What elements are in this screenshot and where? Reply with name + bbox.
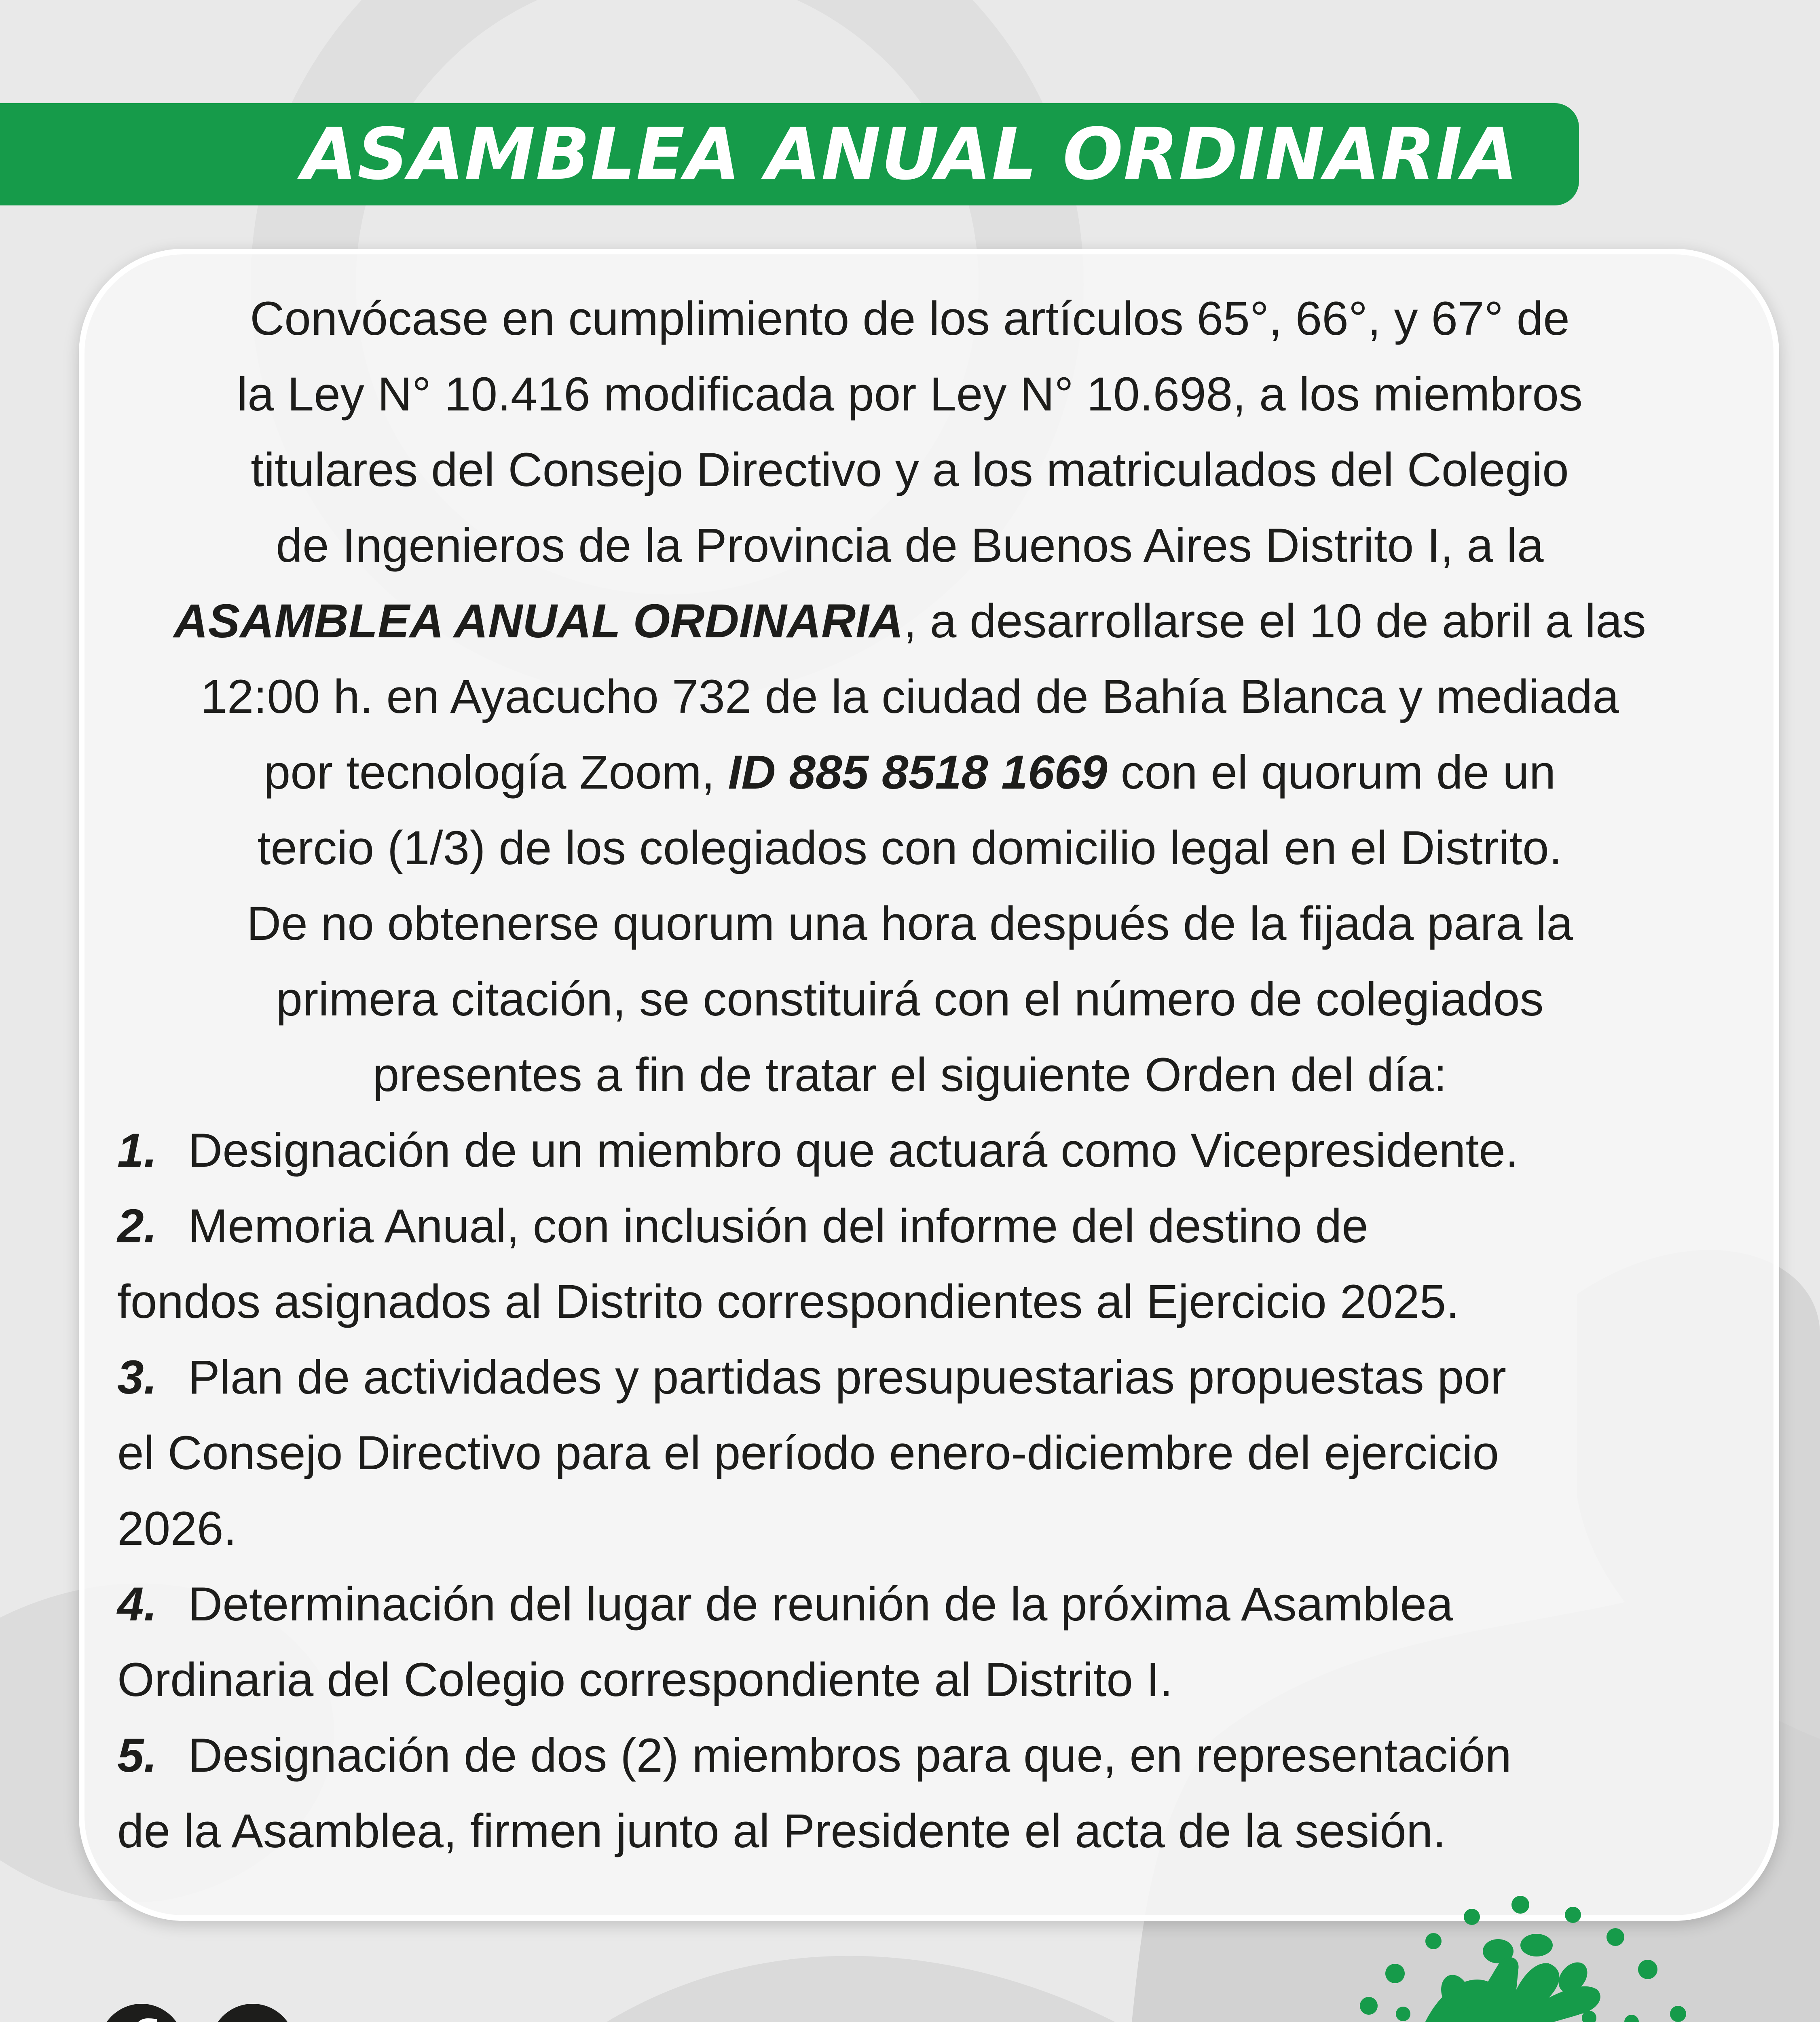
agenda-text: Plan de actividades y partidas presupuestarias propuestas por (188, 1351, 1507, 1404)
agenda-item-2 (117, 1189, 1698, 1264)
notice-body (117, 281, 1698, 1869)
agenda-number: 2. (117, 1199, 157, 1253)
agenda-list (117, 1113, 1698, 1869)
body-text-segment: por tecnología Zoom, (264, 746, 728, 799)
assembly-name: ASAMBLEA ANUAL ORDINARIA (173, 594, 904, 648)
agenda-number: 1. (117, 1124, 157, 1177)
agenda-number: 5. (117, 1729, 157, 1782)
agenda-text-continued: fondos asignados al Distrito correspondientes al Ejercicio 2025. (117, 1275, 1459, 1328)
body-line: De no obtenerse quorum una hora después de la fijada para la (246, 897, 1573, 950)
body-line: titulares del Consejo Directivo y a los matriculados del Colegio (251, 443, 1569, 497)
body-text-segment: , a desarrollarse el 10 de abril a las (903, 594, 1646, 648)
facebook-icon[interactable] (99, 2004, 184, 2022)
agenda-item-4 (117, 1567, 1698, 1642)
agenda-text: Designación de un miembro que actuará como Vicepresidente. (188, 1124, 1519, 1177)
body-line: tercio (1/3) de los colegiados con domicilio legal en el Distrito. (257, 821, 1562, 875)
instagram-icon[interactable] (210, 2004, 295, 2022)
agenda-number: 3. (117, 1351, 157, 1404)
body-line: de Ingenieros de la Provincia de Buenos Aires Distrito I, a la (276, 519, 1544, 572)
agenda-number: 4. (117, 1578, 157, 1631)
agenda-item-5 (117, 1718, 1698, 1794)
agenda-text: Determinación del lugar de reunión de la próxima Asamblea (188, 1578, 1453, 1631)
body-line (121, 735, 1698, 810)
body-text-segment: con el quorum de un (1107, 746, 1556, 799)
zoom-meeting-id: ID 885 8518 1669 (728, 746, 1108, 799)
agenda-text-continued: de la Asamblea, firmen junto al Presidente el acta de la sesión. (117, 1804, 1446, 1858)
college-logo-icon (1347, 1893, 1702, 2022)
facebook-glyph (99, 2004, 184, 2022)
agenda-item-3 (117, 1340, 1698, 1415)
body-line: 12:00 h. en Ayacucho 732 de la ciudad de Bahía Blanca y mediada (201, 670, 1619, 723)
body-line: presentes a fin de tratar el siguiente Orden del día: (372, 1048, 1447, 1102)
agenda-text-continued: 2026. (117, 1502, 237, 1555)
instagram-glyph (210, 2004, 295, 2022)
agenda-text: Memoria Anual, con inclusión del informe del destino de (188, 1199, 1368, 1253)
page-title: ASAMBLEA ANUAL ORDINARIA (302, 113, 1518, 196)
agenda-text: Designación de dos (2) miembros para que, en representación (188, 1729, 1512, 1782)
body-line: la Ley N° 10.416 modificada por Ley N° 10.698, a los miembros (237, 368, 1583, 421)
body-line (121, 584, 1698, 659)
body-line: primera citación, se constituirá con el número de colegiados (276, 973, 1544, 1026)
agenda-item-1 (117, 1113, 1698, 1189)
agenda-text-continued: Ordinaria del Colegio correspondiente al Distrito I. (117, 1653, 1173, 1707)
body-line: Convócase en cumplimiento de los artículos 65°, 66°, y 67° de (250, 292, 1570, 345)
agenda-text-continued: el Consejo Directivo para el período enero-diciembre del ejercicio (117, 1426, 1499, 1480)
